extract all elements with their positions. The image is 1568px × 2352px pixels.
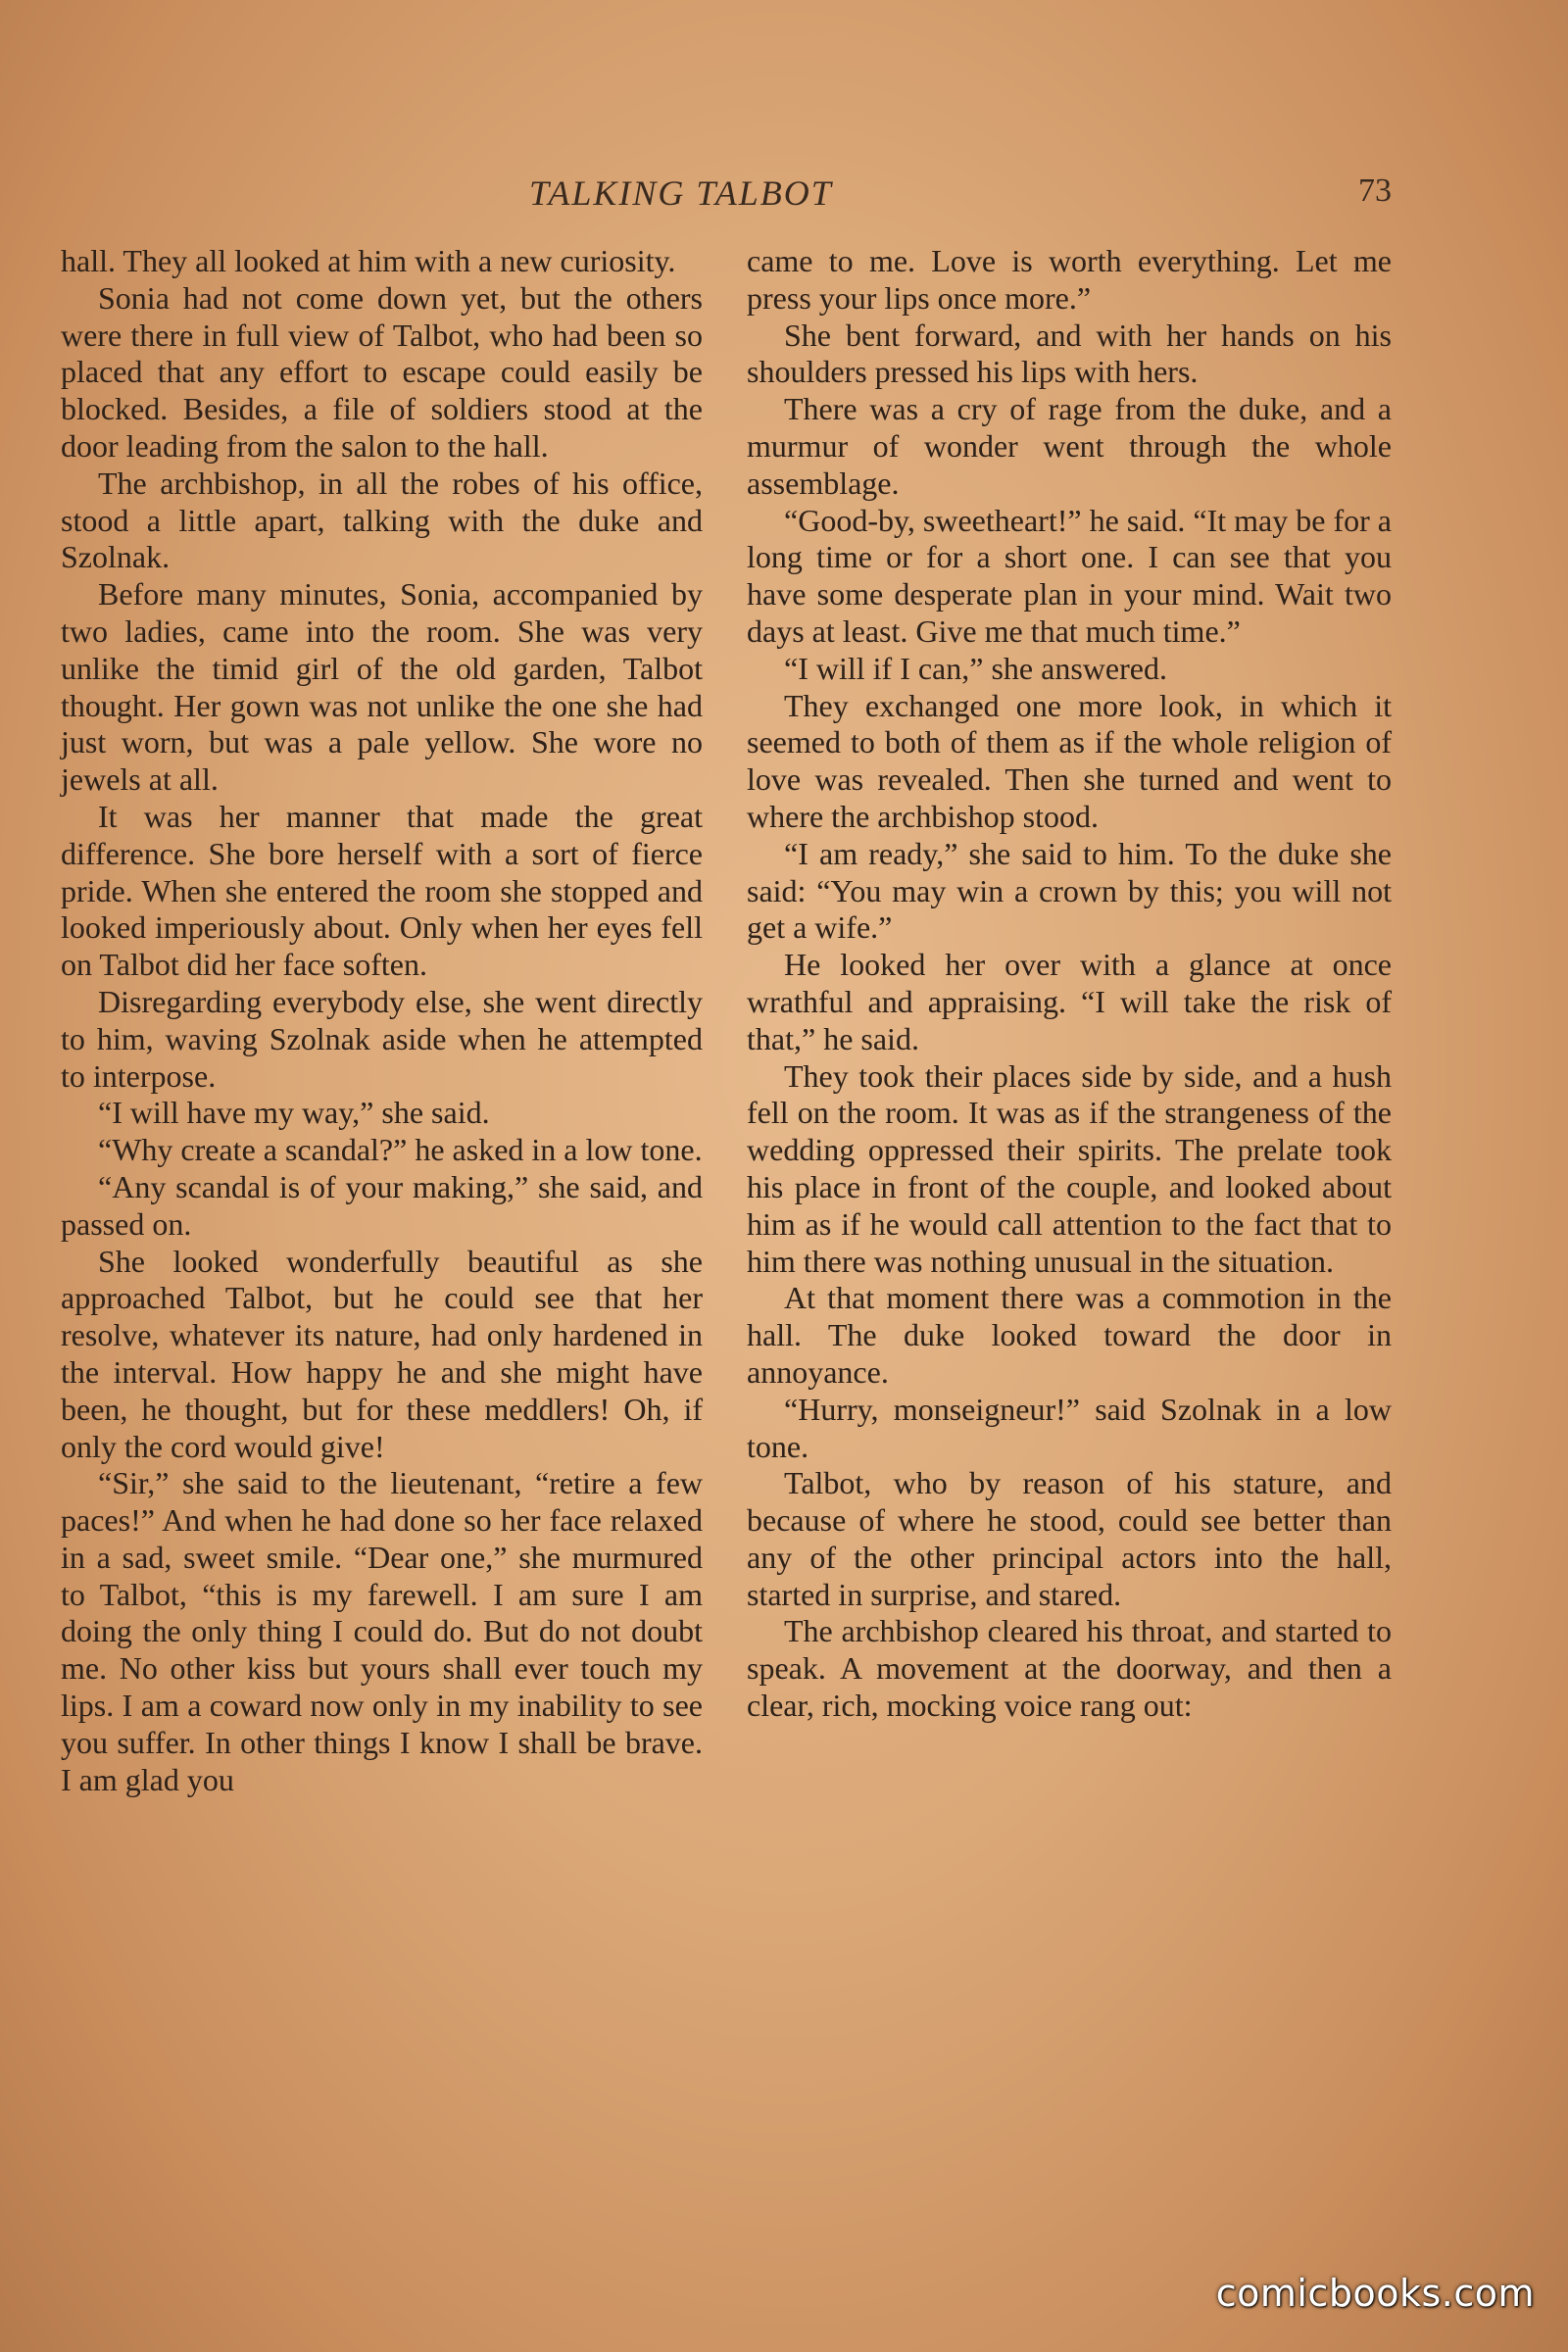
- paragraph: She bent forward, and with her hands on his shoulders pressed his lips with hers.: [747, 317, 1392, 390]
- paragraph: hall. They all looked at him with a new curiosity.: [61, 243, 676, 278]
- watermark: comicbooks.com: [1215, 2272, 1535, 2315]
- paragraph: The archbishop, in all the robes of his office, stood a little apart, talking with the duke and Szolnak.: [61, 465, 703, 575]
- paragraph: “Why create a scandal?” he asked in a low tone.: [98, 1132, 703, 1168]
- paragraph: They took their places side by side, and a hush fell on the room. It was as if the strangeness of the wedding oppressed their spirits. The prelate took his place in front of the couple, and looked about him as if he would call attention to the fact that to him there was nothing unusual in the situation.: [747, 1057, 1392, 1279]
- paragraph: “Good-by, sweetheart!” he said. “It may be for a long time or for a short one. I can see that you have some desperate plan in your mind. Wait two days at least. Give me that much time.”: [747, 502, 1392, 649]
- left-column: [61, 243, 703, 1798]
- paragraph: “Hurry, monseigneur!” said Szolnak in a low tone.: [747, 1391, 1392, 1464]
- paragraph: “I will have my way,” she said.: [98, 1095, 490, 1131]
- paragraph: He looked her over with a glance at once wrathful and appraising. “I will take the risk of that,” he said.: [747, 947, 1392, 1056]
- paragraph: Talbot, who by reason of his stature, and because of where he stood, could see better than any of the other principal actors into the hall, started in surprise, and stared.: [747, 1465, 1392, 1612]
- paragraph: It was her manner that made the great difference. She bore herself with a sort of fierce pride. When she entered the room she stopped and looked imperiously about. Only when her eyes fell on Talbot did her face soften.: [61, 798, 703, 983]
- running-title: TALKING TALBOT: [529, 173, 833, 213]
- paragraph: came to me. Love is worth everything. Let me press your lips once more.”: [747, 243, 1392, 316]
- paragraph: They exchanged one more look, in which it seemed to both of them as if the whole religion of love was revealed. Then she turned and went to where the archbishop stood.: [747, 687, 1392, 834]
- paragraph: Sonia had not come down yet, but the others were there in full view of Talbot, who had been so placed that any effort to escape could easily be blocked. Besides, a file of soldiers stood at the door leading from the salon to the hall.: [61, 279, 703, 464]
- paragraph: The archbishop cleared his throat, and started to speak. A movement at the doorway, and then a clear, rich, mocking voice rang out:: [747, 1613, 1392, 1724]
- paragraph: At that moment there was a commotion in the hall. The duke looked toward the door in annoyance.: [747, 1280, 1392, 1390]
- paragraph: “I will if I can,” she answered.: [784, 650, 1167, 686]
- page-header: [529, 172, 1392, 221]
- paragraph: There was a cry of rage from the duke, and a murmur of wonder went through the whole assemblage.: [747, 391, 1392, 501]
- right-column: [747, 243, 1392, 1725]
- paragraph: “I am ready,” she said to him. To the duke she said: “You may win a crown by this; you will not get a wife.”: [747, 835, 1392, 946]
- paragraph: “Sir,” she said to the lieutenant, “retire a few paces!” And when he had done so her face relaxed in a sad, sweet smile. “Dear one,” she murmured to Talbot, “this is my farewell. I am sure I am doing the only thing I could do. But do not doubt me. No other kiss but yours shall ever touch my lips. I am a coward now only in my inability to see you suffer. In other things I know I shall be brave. I am glad you: [61, 1465, 703, 1797]
- paragraph: Before many minutes, Sonia, accompanied by two ladies, came into the room. She was very unlike the timid girl of the old garden, Talbot thought. Her gown was not unlike the one she had just worn, but was a pale yellow. She wore no jewels at all.: [61, 576, 703, 798]
- paragraph: Disregarding everybody else, she went directly to him, waving Szolnak aside when he attempted to interpose.: [61, 983, 703, 1094]
- paragraph: She looked wonderfully beautiful as she approached Talbot, but he could see that her resolve, whatever its nature, had only hardened in the interval. How happy he and she might have been, he thought, but for these meddlers! Oh, if only the cord would give!: [61, 1243, 703, 1464]
- paragraph: “Any scandal is of your making,” she said, and passed on.: [61, 1168, 703, 1242]
- page-number: 73: [1358, 172, 1392, 209]
